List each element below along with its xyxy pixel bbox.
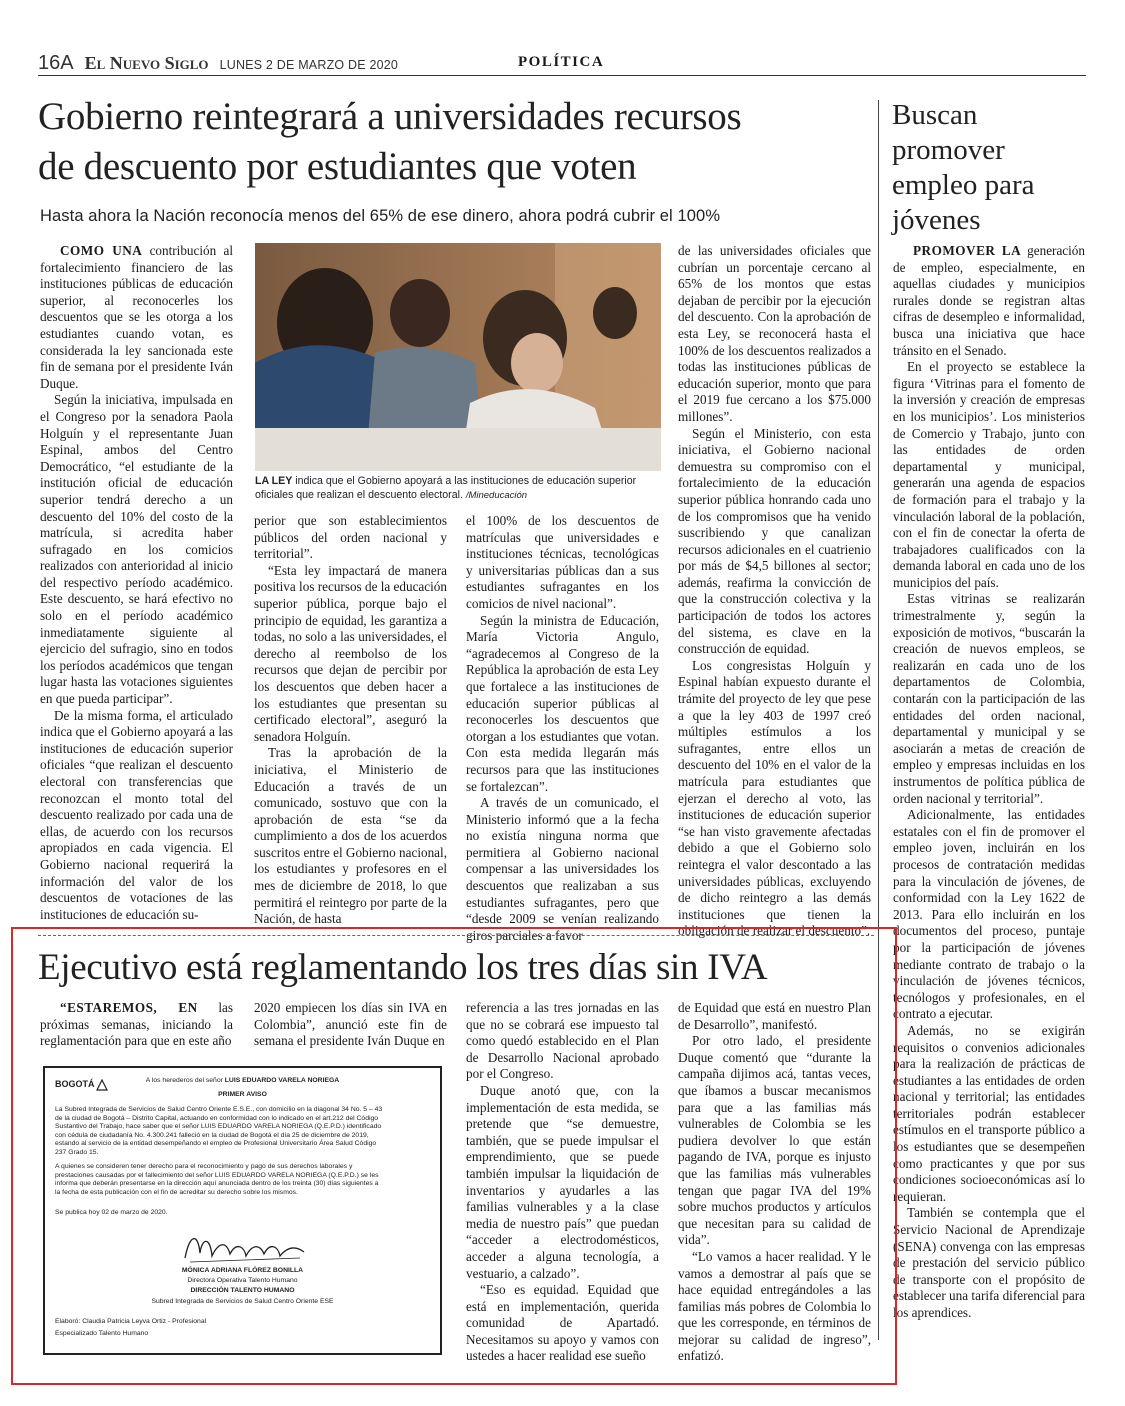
paragraph: “Lo vamos a hacer realidad. Y le vamos a demostrar al país que se hace equidad entregándoles a las familias más pobres de Colombia lo que les corresponde, en términos de mejorar su calidad de ingreso”, enfatizó. xyxy=(678,1248,871,1364)
prepared-by: Elaboró: Claudia Patricia Leyva Ortiz - Profesional xyxy=(55,1318,207,1325)
paragraph: Por otro lado, el presidente Duque comentó que “durante la campaña dijimos acá, tantas veces, que íbamos a buscar mecanismos para que a las familias más vulnerables de Colombia se les pudiera devolver lo que están pagando de IVA, porque es injusto que las familias más vulnerables tengan que pagar IVA del 19% sobre muchos productos y artículos que necesitan para su calidad de vida”. xyxy=(678,1033,871,1248)
section-name: POLÍTICA xyxy=(518,54,605,70)
paragraph: Según la ministra de Educación, María Victoria Angulo, “agradecemos al Congreso de la República la aprobación de esta Ley que fortalece a las instituciones de educación superior públicas al reconocerles los descuentos que otorgan a los estudiantes que votan. Con esta medida llegarán más recursos para que las instituciones se fortalezcan”. xyxy=(466,612,659,794)
highlight-box xyxy=(11,927,897,1385)
notice-published-date: Se publica hoy 02 de marzo de 2020. xyxy=(55,1209,168,1216)
paragraph: En el proyecto se establece la figura ‘Vitrinas para el fomento de la inversión y creación de empresas en los municipios’. Los ministerios de Comercio y Trabajo, junto con las entidades de orden departamental y municipal, generarán una agenda de espacios de formación para el trabajo y la vinculación laboral de la población, con el fin de conectar la oferta de trabajadores cualificados con la demanda laboral en cada uno de los municipios del país. xyxy=(893,359,1085,590)
page-header xyxy=(38,52,398,75)
prepared-by-role: Especializado Talento Humano xyxy=(55,1330,149,1337)
paragraph: Según la iniciativa, impulsada en el Congreso por la senadora Paola Holguín y el representante Juan Espinal, ambos del Centro Democrático, “el estudiante de la institución oficial de educación superior tendrá derecho a un descuento del 10% del costo de la matrícula, si acredita haber sufragado en los comicios realizados con anterioridad al inicio del respectivo período académico. Este descuento, se hará efectivo no solo en el período académico inmediatamente siguiente al ejercicio del sufragio, sino en todos los períodos académicos que tengan lugar hasta las votaciones siguientes en que pueda participar”. xyxy=(40,392,233,707)
headline-line: de descuento por estudiantes que voten xyxy=(38,145,637,188)
photo-caption: LA LEY indica que el Gobierno apoyará a las instituciones de educación superior oficiales que realizan el descuento electoral. /Mineducación xyxy=(255,475,637,501)
issue-date: LUNES 2 DE MARZO DE 2020 xyxy=(219,58,399,72)
paragraph: Según el Ministerio, con esta iniciativa, el Gobierno nacional demuestra su compromiso con el fortalecimiento de la educación superior pública honrando cada uno de los compromisos que ha venido suscribiendo y que canalizan recursos adicionales en el cuatrienio por más de $4,5 billones al sector; además, reafirma la convicción de que la construcción colectiva y la participación de todos los actores del sistema, es clave en la construcción de equidad. xyxy=(678,425,871,657)
paragraph: 2020 empiecen los días sin IVA en Colombia”, anunció este fin de semana el presidente Iván Duque en xyxy=(254,1000,447,1049)
notice-body-2: A quienes se consideren tener derecho para el reconocimiento y pago de sus derechos laborales y prestaciones causadas por el fallecimiento del señor LUIS EDUARDO VARELA NORIEGA (Q.E.P.D.) se les informa que deberán presentarse en la dirección aquí anunciada dentro de los treinta (30) días siguientes a la fecha de esta publicación con el fin de acreditar su derecho sobre los mismos. xyxy=(55,1163,379,1196)
bogota-logo: BOGOTÁ xyxy=(55,1079,108,1091)
newspaper-name: El Nuevo Siglo xyxy=(84,53,209,73)
signer-name: MÓNICA ADRIANA FLÓREZ BONILLA xyxy=(181,1267,304,1274)
header-rule xyxy=(38,75,1086,76)
main-column-1 xyxy=(40,243,233,923)
paragraph: el 100% de los descuentos de matrículas que universidades e instituciones técnicas, tecnológicas y universitarias públicas dan a sus estudiantes sufragantes en los comicios de nivel nacional”. xyxy=(466,513,659,611)
paragraph: COMO UNA contribución al fortalecimiento financiero de las instituciones públicas de educación superior, al reconocerles los descuentos que se les otorga a los estudiantes cuando votan, es considerada la ley sancionada este fin de semana por el presidente Iván Duque. xyxy=(40,243,233,391)
headline-line: jóvenes xyxy=(892,204,981,236)
page-number: 16A xyxy=(38,52,74,74)
paragraph: PROMOVER LA generación de empleo, especialmente, en aquellas ciudades y municipios rurales donde se registran altas cifras de desempleo e informalidad, busca una iniciativa que hace tránsito en el Senado. xyxy=(893,243,1085,358)
second-headline: Ejecutivo está reglamentando los tres días sin IVA xyxy=(38,947,768,988)
headline-line: empleo para xyxy=(892,169,1035,201)
paragraph: “ESTAREMOS, EN las próximas semanas, iniciando la reglamentación para que en este año xyxy=(40,1000,233,1049)
lead-in: PROMOVER LA xyxy=(913,243,1022,258)
main-column-4 xyxy=(678,243,871,940)
paragraph: de las universidades oficiales que cubrían un porcentaje cercano al 65% de los montos que estas dejaban de percibir por la ejecución del descuento. Con la aprobación de esta Ley, se reconocerá hasta el 100% de los descuentos realizados a todas las instituciones públicas de educación superior, monto que para el 2019 fue cercano a los $75.000 millones”. xyxy=(678,243,871,424)
article-photo xyxy=(255,243,661,471)
paragraph: Adicionalmente, las entidades estatales con el fin de promover el empleo joven, incluirán en los procesos de contratación medidas para la vinculación de jóvenes, de conformidad con la Ley 1622 de 2013. Para ello incluirán en los documentos del proceso, puntaje por la participación de jóvenes mediante contrato de trabajo o la vinculación de jóvenes técnicos, tecnólogos y profesionales, en el contrato a ejecutar. xyxy=(893,807,1085,1022)
lead-in: COMO UNA xyxy=(60,243,143,258)
headline-line: Buscan xyxy=(892,99,978,131)
headline-line: Gobierno reintegrará a universidades recursos xyxy=(38,95,742,138)
notice-addressee: A los herederos del señor LUIS EDUARDO VARELA NORIEGA xyxy=(145,1077,340,1084)
signer-organization: Subred Integrada de Servicios de Salud Centro Oriente ESE xyxy=(151,1298,334,1305)
notice-body: La Subred Integrada de Servicios de Salud Centro Oriente E.S.E., con domicilio en la diagonal 34 No. 5 – 43 de la ciudad de Bogotá – Distrito Capital, actuando en conformidad con lo indicado en el art.212 del Código Sustantivo del Trabajo, hace saber que el señor LUIS EDUARDO VARELA NORIEGA (Q.E.P.D.) identificado con cédula de ciudadanía No. 4.300.241 falleció en la ciudad de Bogotá el día 25 de diciembre de 2019, estando al servicio de la entidad desempeñando el empleo de Profesional Universitario Área Salud Código 237 Grado 15. xyxy=(55,1106,383,1156)
paragraph: “Eso es equidad. Equidad que está en implementación, querida comunidad de Apartadó. Necesitamos su apoyo y vamos con ustedes a hacer realidad ese sueño xyxy=(466,1282,659,1364)
paragraph: Duque anotó que, con la implementación de esta medida, se pretende que “se demuestre, también, que se puede impulsar el emprendimiento, que se puede también impulsar la liquidación de inventarios y ayudarles a las familias vulnerables y a la clase media de nuestro país” que puedan “acceder a electrodomésticos, acceder a alguna tecnología, a vestuario, a calzado”. xyxy=(466,1082,659,1281)
photo-credit: /Mineducación xyxy=(465,489,528,501)
main-column-2 xyxy=(254,513,447,928)
paragraph: También se contempla que el Servicio Nacional de Aprendizaje (SENA) convenga con las empresas de prestación del servicio público de transporte con el propósito de establecer una tarifa diferencial para los aprendices. xyxy=(893,1205,1085,1320)
paragraph: de Equidad que está en nuestro Plan de Desarrollo”, manifestó. xyxy=(678,1000,871,1032)
signer-role: Directora Operativa Talento Humano xyxy=(187,1277,298,1284)
paragraph: De la misma forma, el articulado indica que el Gobierno apoyará a las instituciones de educación superior oficiales “que realizan el descuento electoral con transferencias que reconozcan el monto total del descuento realizado por cada una de ellas, de acuerdo con los recursos apropiados en cada vigencia. El Gobierno nacional requerirá la información del valor de los descuentos de votaciones de las instituciones de educación su- xyxy=(40,707,233,922)
signer-department: DIRECCIÓN TALENTO HUMANO xyxy=(190,1287,295,1294)
students-photo-illustration xyxy=(255,243,661,471)
caption-lead: LA LEY xyxy=(255,475,293,487)
paragraph: referencia a las tres jornadas en las que no se cobrará ese impuesto tal como quedó establecido en el Plan de Desarrollo Nacional aprobado por el Congreso. xyxy=(466,1000,659,1082)
lead-in: “ESTAREMOS, EN xyxy=(60,1000,198,1015)
paragraph: perior que son establecimientos públicos del orden nacional y territorial”. xyxy=(254,513,447,562)
main-headline xyxy=(38,92,868,192)
paragraph: Estas vitrinas se realizarán trimestralmente y, según la exposición de motivos, “buscarán la creación de nuevos empleos, se realizarán en cada uno de los departamentos de Colombia, contarán con la participación de las entidades del orden nacional, departamental y municipal y se asociarán a metas de creación de empleo y empresas incluidas en los instrumentos de política pública de orden nacional y territorial”. xyxy=(893,591,1085,806)
headline-line: promover xyxy=(892,134,1005,166)
paragraph: A través de un comunicado, el Ministerio informó que a la fecha no existía ninguna norma que permitiera al Gobierno nacional compensar a las universidades los descuentos que realizaban a sus estudiantes sufragantes, pero que “desde 2009 se venían realizando giros parciales a favor xyxy=(466,795,659,943)
paragraph: Además, no se exigirán requisitos o convenios adicionales para la realización de prácticas de estudiantes a las entidades de orden nacional y territorial; las entidades territoriales podrán establecer estímulos en el transporte público a los estudiantes que se desempeñen como practicantes y que por sus condiciones socioeconómicas así lo requieran. xyxy=(893,1022,1085,1204)
paragraph: Los congresistas Holguín y Espinal habían expuesto durante el trámite del proyecto de ley que pese a que la ley 403 de 1997 creó múltiples estímulos a los sufragantes, entre ellos un descuento del 10% en el valor de la matrícula para estudiantes que ejerzan el derecho al voto, las instituciones de educación superior “se han visto gravemente afectadas debido a que el Gobierno solo reintegra el valor descontado a las universidades públicas, excluyendo de dicho reintegro a las demás instituciones que tienen la obligación de realizar el descuento”. xyxy=(678,657,871,939)
main-subhead: Hasta ahora la Nación reconocía menos del 65% de ese dinero, ahora podrá cubrir el 100% xyxy=(40,207,721,225)
paragraph: Tras la aprobación de la iniciativa, el Ministerio de Educación a través de un comunicado, sostuvo que con la aprobación de esta “se da cumplimiento a dos de los acuerdos suscritos entre el Gobierno nacional, los estudiantes y profesores en el mes de diciembre de 2018, lo que permitirá el reintegro por parte de la Nación, de hasta xyxy=(254,745,447,927)
paragraph: “Esta ley impactará de manera positiva los recursos de la educación superior pública, porque bajo el principio de equidad, les garantiza a todas, no solo a las universidades, el derecho al reembolso de los recursos que dejan de percibir por los descuentos que deben hacer a los estudiantes que presentan su certificado electoral”, aseguró la senadora Holguín. xyxy=(254,562,447,744)
side-column xyxy=(893,243,1085,1322)
side-headline xyxy=(892,98,1092,238)
main-column-3 xyxy=(466,513,659,944)
notice-title: PRIMER AVISO xyxy=(218,1091,267,1098)
